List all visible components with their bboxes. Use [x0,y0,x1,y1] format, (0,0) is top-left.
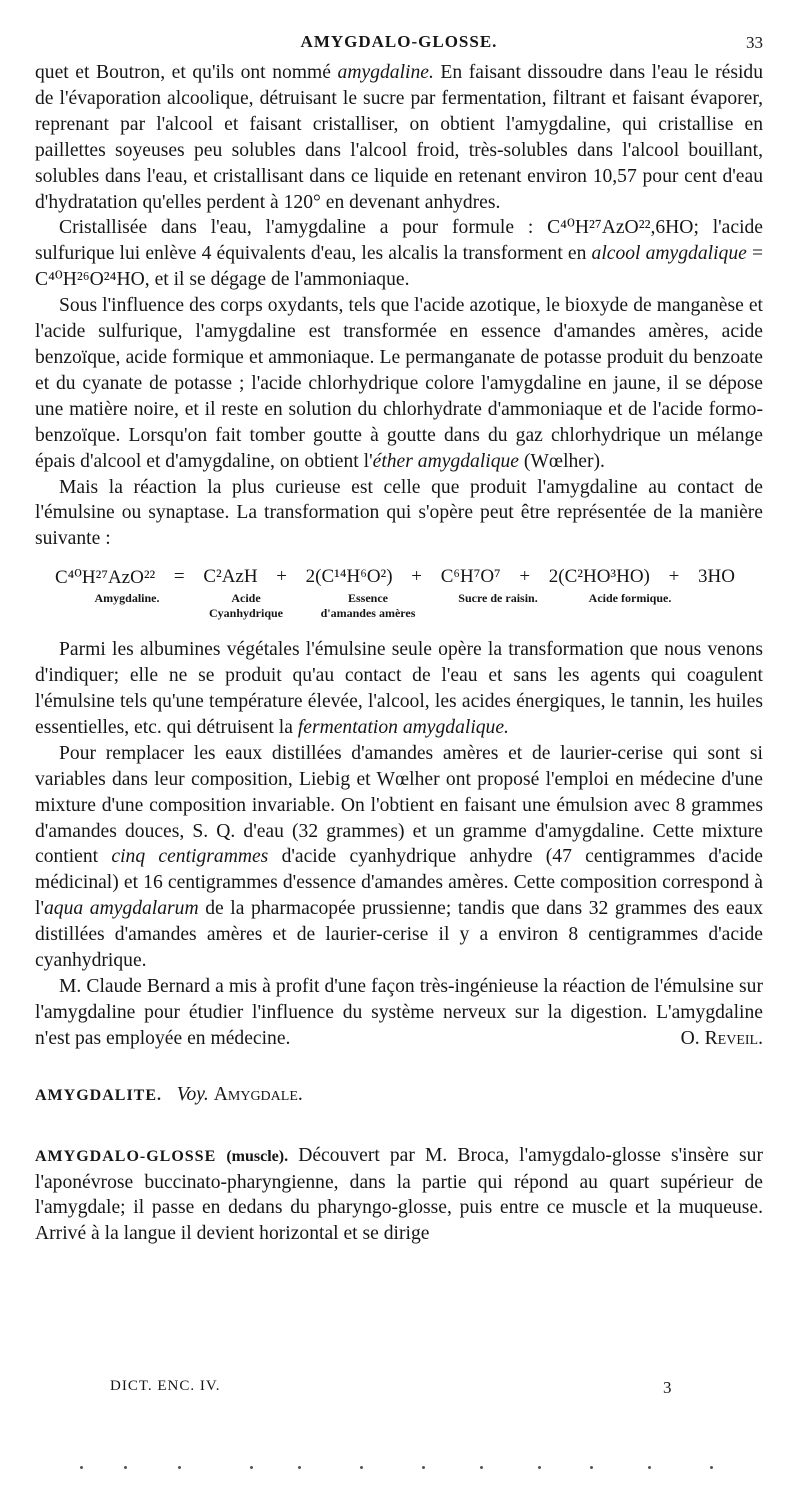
equation-labels [35,589,763,625]
headword: AMYGDALITE. [35,1086,163,1104]
bottom-dots [60,1466,740,1472]
equation-term: 2(C²HO³HO) [548,566,650,588]
page [35,30,763,1247]
italic-term: aqua amygdalarum [43,898,199,920]
text: Cristallisée dans l'eau, l'amygdaline a pour formule : [59,217,548,239]
equation-term: C⁶H⁷O⁷ [440,566,501,588]
dot [298,1466,301,1469]
dot [250,1466,253,1469]
equation-operator: + [411,566,422,588]
cross-ref-voy: Voy. [176,1083,209,1105]
paragraph-4: Mais la réaction la plus curieuse est celle que produit l'amygdaline au contact de l'émulsine ou synaptase. La transformation qui s'opère peut être représentée de la manière suivante : [35,476,763,550]
label-acide-formique: Acide formique. [588,591,672,606]
dot [124,1466,127,1469]
text: d'acide cyanhydrique anhydre (47 centigrammes d'acide médicinal) et 16 centigrammes d'essence d'amandes amères. Cette composition correspond à l' [35,846,763,920]
text: de la pharmacopée prussienne; tandis que dans 32 grammes des eaux distillées d'amandes amères et de laurier-cerise il y a environ 8 centigrammes d'acide cyanhydrique. [35,898,763,972]
italic-term: amygdaline. [337,62,434,83]
equation-term: 3HO [697,566,735,588]
formula: = C⁴⁰H²⁶O²⁴HO, [35,243,763,291]
dot [178,1466,181,1469]
text: Pour remplacer les eaux distillées d'amandes amères et de laurier-cerise qui sont si variables dans leur composition, Liebig et Wœlher ont proposé l'emploi en médecine d'une mixture d'une composition invariable. On l'obtient en faisant une émulsion avec 8 grammes d'amandes douces, S. Q. d'eau (32 grammes) et un gramme d'amygdaline. Cette mixture contient [35,742,763,868]
dot [480,1466,483,1469]
entry-amygdalite [35,1082,763,1109]
italic-term: fermentation amygdalique. [297,716,509,738]
paragraph-1 [35,60,763,215]
paragraph-7 [35,974,763,1052]
headword: AMYGDALO-GLOSSE [35,1147,217,1165]
dot [422,1466,425,1469]
text: Parmi les albumines végétales l'émulsine seule opère la transformation que nous venons d'indiquer; elle ne se produit qu'au contact de l'eau et sans les agents qui coagulent l'émulsine tels qu'une température élevée, l'alcool, les acides énergiques, le tannin, les huiles essentielles, etc. qui détruisent la [35,639,763,738]
running-head [35,30,763,60]
label-line: Acide [231,591,261,606]
page-footer [35,1378,763,1408]
italic-term: éther amygdalique [372,450,519,472]
equation-operator: + [519,566,531,588]
paragraph-6 [35,741,763,974]
text: quet et Boutron, et qu'ils ont nommé [35,62,338,83]
equation-line [35,566,763,589]
dot [648,1466,651,1469]
spacer [35,1052,763,1082]
label-acide-cyanhydrique [191,591,301,621]
qualifier: (muscle). [226,1147,289,1165]
dot [710,1466,713,1469]
page-number: 33 [746,33,763,52]
label-sucre: Sucre de raisin. [458,591,538,606]
equation-operator: + [276,566,287,588]
paragraph-2 [35,215,763,293]
equation-operator: = [173,566,185,588]
formula: C⁴⁰H²⁷AzO²²,6HO; [547,217,699,239]
italic-term: cinq centigrammes [111,846,269,868]
dot [80,1466,83,1469]
label-essence [303,591,433,621]
text: (Wœlher). [519,450,605,472]
text: Découvert par M. Broca, l'amygdalo-glosse s'insère sur l'aponévrose buccinato-pharyngienne, dans la partie qui répond au quart supérieur de l'amygdale; il passe en dedans du pharyngo-glosse, puis entre ce muscle et la muqueuse. Arrivé à la langue il devient horizontal et se dirige [35,1144,763,1245]
paragraph-5 [35,637,763,741]
text: l'acide sulfurique lui enlève 4 équivalents d'eau, les alcalis la transforment en [35,217,764,265]
equation-term: C⁴⁰H²⁷AzO²² [55,567,156,589]
equation-term: 2(C¹⁴H⁶O²) [305,566,393,588]
entry-amygdalo-glosse [35,1143,763,1248]
text: et il se dégage de l'ammoniaque. [149,269,410,291]
running-title: AMYGDALO-GLOSSE. [300,32,498,51]
label-line: Essence [348,591,388,606]
label-line: d'amandes amères [320,606,416,621]
reaction-equation [35,566,763,626]
italic-term: alcool amygdalique [591,243,747,265]
spacer [35,1109,763,1143]
text: Sous l'influence des corps oxydants, tels que l'acide azotique, le bioxyde de manganèse et l'acide sulfurique, l'amygdaline est transformée en essence d'amandes amères, acide benzoïque, acide formique et ammoniaque. Le permanganate de potasse produit du benzoate et du cyanate de potasse ; l'acide chlorhydrique colore l'amygdaline en jaune, il se dépose une matière noire, et il reste en solution du chlorhydrate d'ammoniaque et de l'acide formo-benzoïque. Lorsqu'on fait tomber goutte à goutte dans du gaz chlorhydrique un mélange épais d'alcool et d'amygdaline, on obtient l' [35,295,763,472]
label-line: Cyanhydrique [208,606,284,621]
text: M. Claude Bernard a mis à profit d'une façon très-ingénieuse la réaction de l'émulsine sur l'amygdaline pour étudier l'influence du système nerveux sur la digestion. L'amygdaline n'est pas employée en médecine. [35,976,763,1049]
dot [538,1466,541,1469]
label-amygdaline: Amygdaline. [94,591,160,606]
cross-ref-target: Amygdale. [213,1083,303,1105]
text: En faisant dissoudre dans l'eau le résidu de l'évaporation alcoolique, détruisant le sucre par fermentation, filtrant et faisant évaporer, reprenant par l'alcool et faisant cristalliser, on obtient l'amygdaline, qui cristallise en paillettes soyeuses peu solubles dans l'alcool froid, très-solubles dans l'alcool bouillant, solubles dans l'eau, et cristallisant dans ce liquide en retenant environ 10,57 pour cent d'eau d'hydratation qu'elles perdent à 120° en devenant anhydres. [35,62,763,213]
dot [360,1466,363,1469]
dot [590,1466,593,1469]
paragraph-3 [35,293,763,474]
sheet-number: 3 [663,1378,672,1397]
author-signature: O. Reveil. [680,1027,763,1049]
signature-mark: DICT. ENC. IV. [110,1378,221,1394]
equation-operator: + [668,566,680,588]
equation-term: C²AzH [203,566,258,588]
